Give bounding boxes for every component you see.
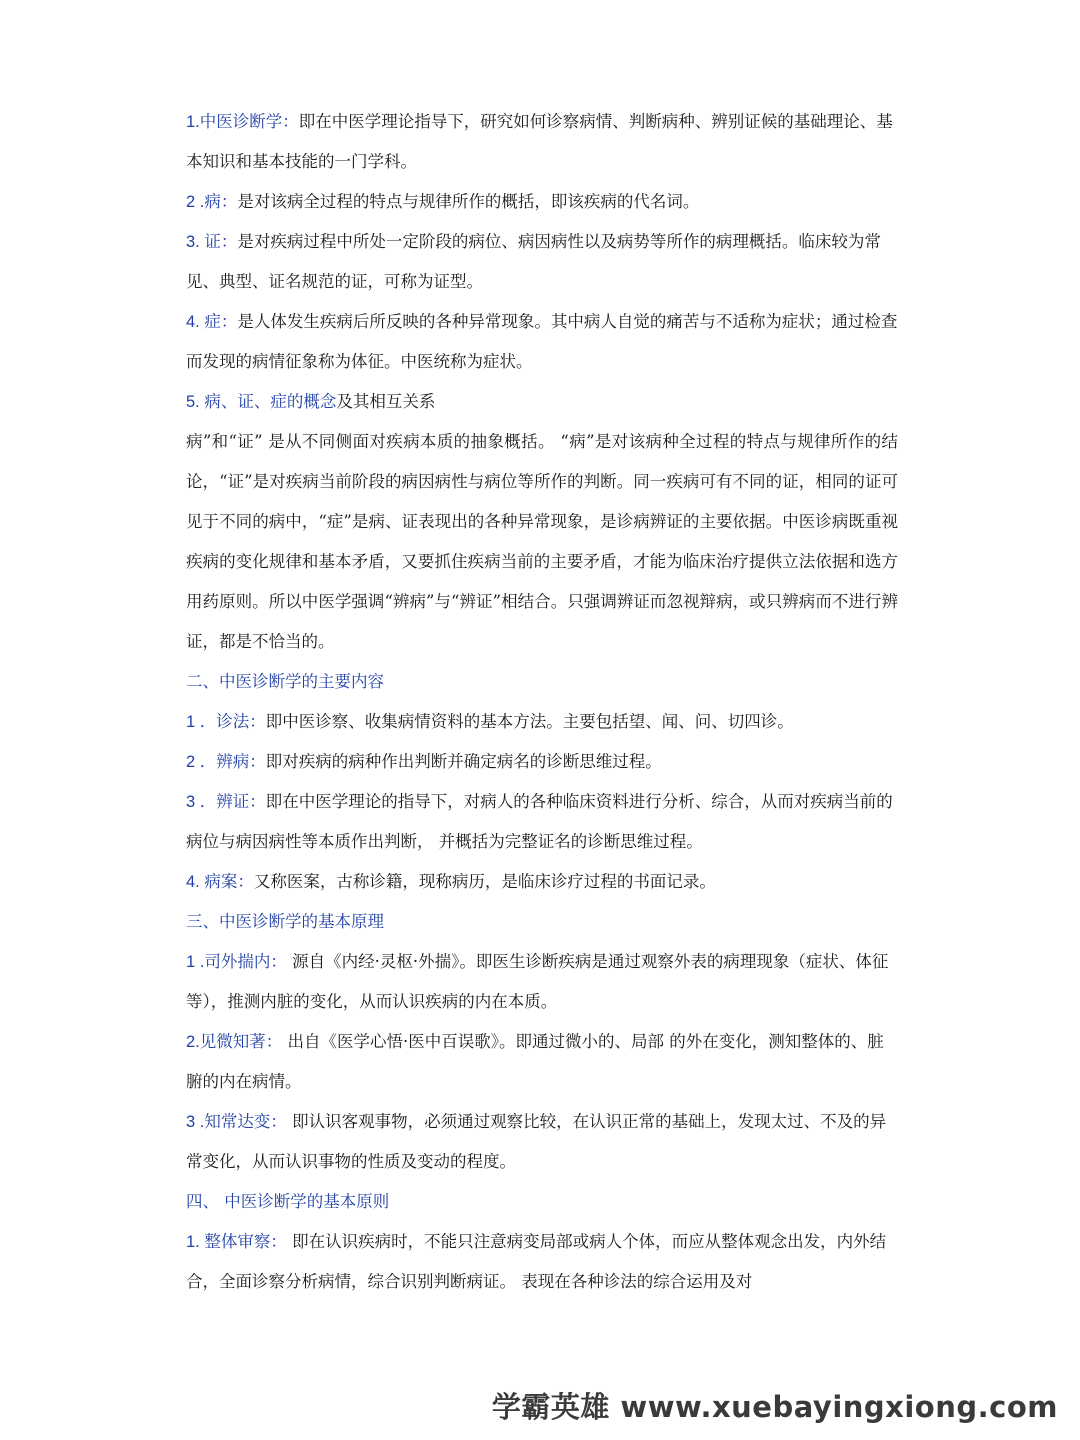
rule-item: [186, 1222, 898, 1302]
item-number: 1 ．: [186, 713, 217, 731]
principle-item: [186, 1102, 898, 1182]
definition-item: [186, 302, 898, 382]
item-term: 辨病：: [216, 752, 266, 771]
item-number: 2 .: [186, 193, 205, 211]
item-text: 是人体发生疾病后所反映的各种异常现象。其中病人自觉的痛苦与不适称为症状；通过检查而发现的病情征象称为体征。中医统称为症状。: [186, 312, 898, 371]
item-number: 2.: [186, 1033, 200, 1051]
document-page: [186, 102, 898, 1302]
relation-paragraph: 病”和“证” 是从不同侧面对疾病本质的抽象概括。 “病”是对该病种全过程的特点与规律所作的结论，“证”是对疾病当前阶段的病因病性与病位等所作的判断。同一疾病可有不同的证，相同的证可见于不同的病中，“症”是病、证表现出的各种异常现象，是诊病辨证的主要依据。中医诊病既重视疾病的变化规律和基本矛盾，又要抓住疾病当前的主要矛盾，才能为临床治疗提供立法依据和选方用药原则。所以中医学强调“辨病”与“辨证”相结合。只强调辨证而忽视辩病，或只辨病而不进行辨证，都是不恰当的。: [186, 432, 898, 651]
item-text: 即在中医学理论的指导下，对病人的各种临床资料进行分析、综合，从而对疾病当前的病位与病因病性等本质作出判断， 并概括为完整证名的诊断思维过程。: [186, 792, 893, 851]
item-number: 1.: [186, 113, 200, 131]
item-text: 又称医案，古称诊籍，现称病历，是临床诊疗过程的书面记录。: [253, 872, 716, 891]
item-term: 见微知著：: [199, 1032, 283, 1051]
definition-item: [186, 182, 898, 222]
item-term: 病案：: [204, 872, 254, 891]
item-number: 3 ．: [186, 793, 217, 811]
content-item: [186, 702, 898, 742]
item-text: 出自《医学心悟·医中百误歌》。即通过微小的、局部 的外在变化，测知整体的、脏腑的内在病情。: [186, 1032, 884, 1091]
item-text: 即中医诊察、收集病情资料的基本方法。主要包括望、闻、问、切四诊。: [265, 712, 794, 731]
item-number: 3.: [186, 233, 205, 251]
definition-item: [186, 222, 898, 302]
item-number: 3 .: [186, 1113, 205, 1131]
item-term: 知常达变：: [204, 1112, 287, 1131]
item-term: 司外揣内：: [204, 952, 287, 971]
item-number: 4.: [186, 873, 205, 891]
item-text: 即对疾病的病种作出判断并确定病名的诊断思维过程。: [265, 752, 662, 771]
item-text: 是对该病全过程的特点与规律所作的概括，即该疾病的代名词。: [237, 192, 700, 211]
item-number: 2 ．: [186, 753, 217, 771]
principle-item: [186, 1022, 898, 1102]
site-watermark: 学霸英雄 www.xuebayingxiong.com: [491, 1390, 1058, 1424]
item-number: 5.: [186, 393, 205, 411]
content-item: [186, 862, 898, 902]
item-term: 病：: [204, 192, 238, 211]
item-number: 4.: [186, 313, 205, 331]
item-text: 及其相互关系: [336, 392, 436, 411]
item-number: 1.: [186, 1233, 205, 1251]
item-term: 辨证：: [216, 792, 266, 811]
content-item: [186, 742, 898, 782]
item-text: 即在中医学理论指导下，研究如何诊察病情、判断病种、辨别证候的基础理论、基本知识和基本技能的一门学科。: [186, 112, 893, 171]
content-item: [186, 782, 898, 862]
section-heading: 三、中医诊断学的基本原理: [186, 912, 384, 931]
item-text: 即在认识疾病时，不能只注意病变局部或病人个体，而应从整体观念出发，内外结合，全面诊察分析病情，综合识别判断病证。 表现在各种诊法的综合运用及对: [186, 1232, 887, 1291]
item-term: 中医诊断学：: [199, 112, 299, 131]
definition-item: [186, 102, 898, 182]
item-term: 证：: [204, 232, 238, 251]
item-term: 症：: [204, 312, 238, 331]
definition-item: [186, 382, 898, 422]
item-text: 即认识客观事物，必须通过观察比较，在认识正常的基础上，发现太过、不及的异常变化，从而认识事物的性质及变动的程度。: [186, 1112, 887, 1171]
item-number: 1 .: [186, 953, 205, 971]
section-heading: 四、 中医诊断学的基本原则: [186, 1192, 390, 1211]
item-term: 整体审察：: [204, 1232, 287, 1251]
principle-item: [186, 942, 898, 1022]
item-term: 诊法：: [216, 712, 266, 731]
item-text: 是对疾病过程中所处一定阶段的病位、病因病性以及病势等所作的病理概括。临床较为常见、典型、证名规范的证，可称为证型。: [186, 232, 881, 291]
item-text: 源自《内经·灵枢·外揣》。即医生诊断疾病是通过观察外表的病理现象（症状、体征等），推测内脏的变化，从而认识疾病的内在本质。: [186, 952, 889, 1011]
section-heading: 二、中医诊断学的主要内容: [186, 672, 384, 691]
item-term: 病、证、症的概念: [204, 392, 337, 411]
